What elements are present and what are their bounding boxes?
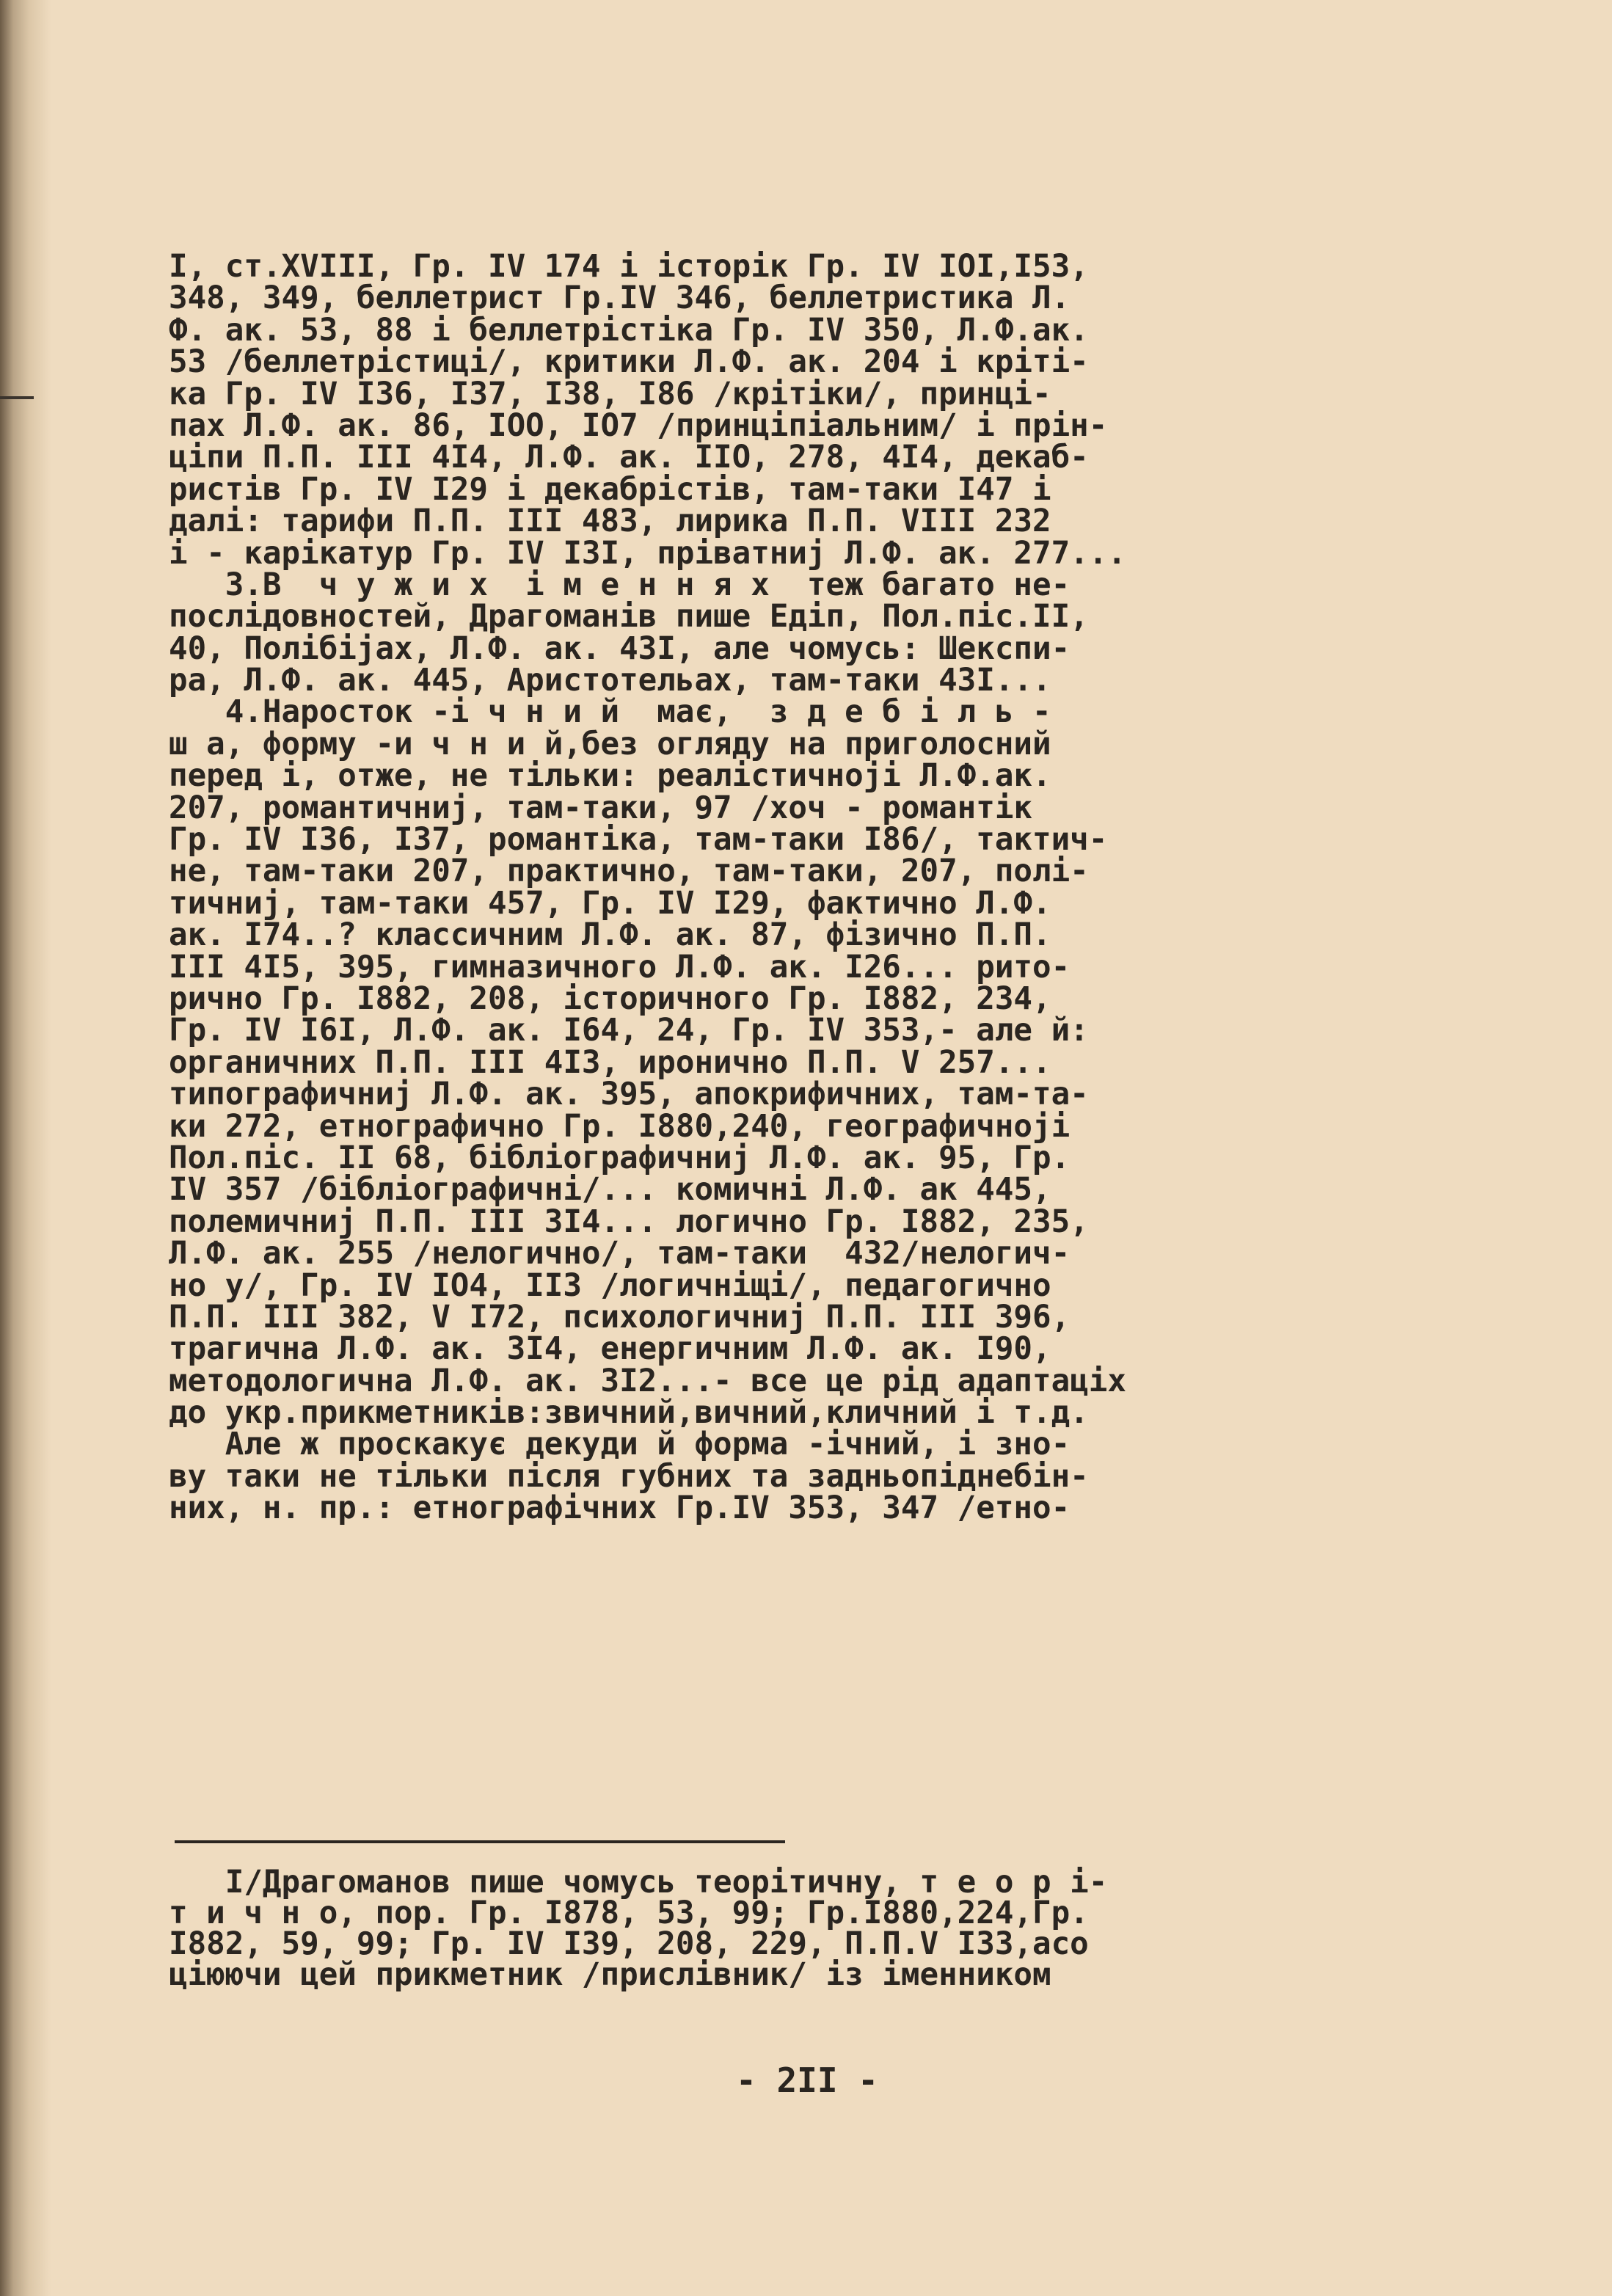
footnote-line: ціюючи цей прикметник /прислівник/ із іменником [169, 1957, 1051, 1993]
text-line: IV 357 /бібліографичні/... комичні Л.Ф. ак 445, [169, 1172, 1051, 1209]
text-line: пах Л.Ф. ак. 86, IOO, IO7 /принціпіальним/ і прін- [169, 407, 1108, 444]
text-line: Але ж проскакує декуди й форма -ічний, і зно- [169, 1426, 1071, 1463]
text-line: ціпи П.П. III 4I4, Л.Ф. ак. IIO, 278, 4I4, декаб- [169, 440, 1089, 476]
footnote [169, 1867, 1401, 1991]
text-line: них, н. пр.: етнографічних Гр.IV 353, 347 /етно- [169, 1490, 1071, 1527]
text-line: I, ст.XVIII, Гр. IV 174 і історік Гр. IV IOI,I53, [169, 249, 1089, 285]
footnote-line: т и ч н о, пор. Гр. I878, 53, 99; Гр.I880,224,Гр. [169, 1895, 1089, 1931]
text-line: тичниj, там-таки 457, Гр. IV I29, фактично Л.Ф. [169, 885, 1051, 922]
binding-edge [0, 0, 51, 2296]
text-line: но у/, Гр. IV IO4, II3 /логичніщі/, педагогично [169, 1267, 1051, 1304]
text-line: Л.Ф. ак. 255 /нелогично/, там-таки 432/нелогич- [169, 1236, 1071, 1272]
text-line: методологична Л.Ф. ак. 3I2...- все це рід адаптаціх [169, 1363, 1126, 1399]
text-line: і - карікатур Гр. IV I3I, пріватниj Л.Ф. ак. 277... [169, 535, 1126, 572]
text-line: ш а, форму -и ч н и й,без огляду на приголосний [169, 726, 1051, 762]
text-line: не, там-таки 207, практично, там-таки, 207, полі- [169, 853, 1089, 890]
text-line: полемичниj П.П. III 3I4... логично Гр. I882, 235, [169, 1203, 1089, 1240]
text-line: типографичниj Л.Ф. ак. 395, апокрифичних, там-та- [169, 1076, 1089, 1113]
text-line: Ф. ак. 53, 88 і беллетрістіка Гр. IV 350, Л.Ф.ак. [169, 312, 1089, 349]
text-line: ристів Гр. IV I29 і декабрістів, там-таки I47 і [169, 471, 1051, 508]
text-line: ак. I74..? классичним Л.Ф. ак. 87, фізично П.П. [169, 917, 1051, 954]
margin-mark [0, 396, 34, 399]
text-line: ка Гр. IV I36, I37, I38, I86 /крітіки/, принці- [169, 376, 1051, 412]
footnote-separator [175, 1840, 785, 1843]
text-line: далі: тарифи П.П. III 483, лирика П.П. VIII 232 [169, 503, 1051, 540]
text-line: ра, Л.Ф. ак. 445, Аристотельах, там-таки 43I... [169, 663, 1051, 699]
text-line: послідовностей, Драгоманів пише Едіп, Пол.піс.II, [169, 599, 1089, 635]
text-line: 53 /беллетрістиці/, критики Л.Ф. ак. 204 і крітi- [169, 344, 1089, 381]
text-line: П.П. III 382, V I72, психологичниj П.П. III 396, [169, 1299, 1071, 1335]
footnote-line: I/Драгоманов пише чомусь теорітичну, т е о р і- [169, 1865, 1108, 1900]
text-line: 4.Наросток -і ч н и й має, з д е б і л ь - [169, 694, 1051, 731]
text-line: ву таки не тільки після губних та задньопіднебін- [169, 1458, 1089, 1495]
text-line: 207, романтичниj, там-таки, 97 /хоч - романтік [169, 790, 1033, 826]
text-line: органичних П.П. III 4I3, иронично П.П. V 257... [169, 1044, 1051, 1081]
text-line: Пол.піс. II 68, бібліографичниj Л.Ф. ак. 95, Гр. [169, 1140, 1071, 1176]
text-line: 348, 349, беллетрист Гр.IV 346, беллетристика Л. [169, 280, 1071, 317]
text-line: 40, Полібіjах, Л.Ф. ак. 43I, але чомусь: Шекспи- [169, 630, 1071, 667]
text-line: Гр. IV I36, I37, романтіка, там-таки I86/, тактич- [169, 822, 1108, 859]
text-line: 3.В ч у ж и х і м е н н я х теж багато не- [169, 566, 1071, 603]
text-line: рично Гр. I882, 208, історичного Гр. I882, 234, [169, 980, 1051, 1017]
footnote-line: I882, 59, 99; Гр. IV I39, 208, 229, П.П.V I33,асо [169, 1926, 1089, 1962]
text-line: ки 272, етнографично Гр. I880,240, географичноjі [169, 1108, 1071, 1145]
page-number: - 2II - [736, 2060, 878, 2100]
text-line: перед і, отже, не тільки: реалістичноjі Л.Ф.ак. [169, 758, 1051, 795]
text-line: III 4I5, 395, гимназичного Л.Ф. ак. I26... рито- [169, 949, 1071, 985]
text-line: трагична Л.Ф. ак. 3I4, енергичним Л.Ф. ак. I90, [169, 1331, 1051, 1368]
text-line: до укр.прикметників:звичний,вичний,кличний і т.д. [169, 1395, 1089, 1432]
text-line: Гр. IV I6I, Л.Ф. ак. I64, 24, Гр. IV 353,- але й: [169, 1013, 1089, 1049]
main-text [169, 251, 1401, 1525]
